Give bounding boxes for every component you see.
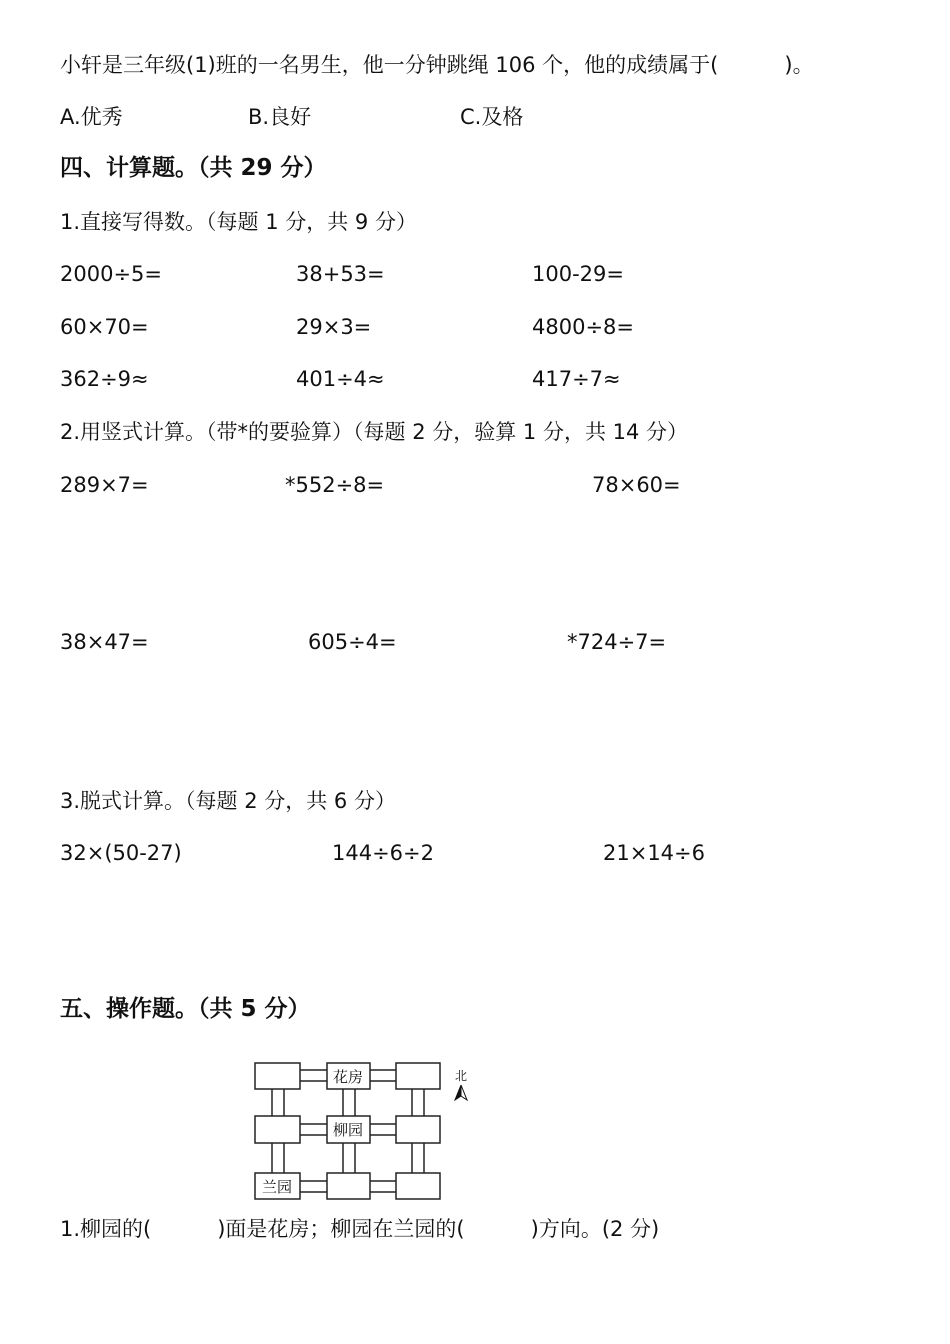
vertical-calc-item: 38×47=: [60, 630, 149, 654]
q1-text-a: 1.柳园的(: [60, 1217, 152, 1241]
oral-calc-item: 100-29=: [532, 262, 624, 286]
intro-question-end: )。: [784, 53, 814, 77]
section-5-heading: 五、操作题。（共 5 分）: [60, 996, 311, 1022]
part-3-title: 3.脱式计算。（每题 2 分，共 6 分）: [60, 789, 396, 813]
oral-calc-item: 38+53=: [296, 262, 385, 286]
oral-calc-item: 4800÷8=: [532, 315, 634, 339]
map-plot: [396, 1063, 440, 1089]
oral-calc-item: 2000÷5=: [60, 262, 162, 286]
vertical-calc-item: 78×60=: [592, 473, 681, 497]
map-plot: [327, 1173, 370, 1199]
intro-question-text: 小轩是三年级(1)班的一名男生，他一分钟跳绳 106 个，他的成绩属于(: [60, 53, 719, 77]
vertical-calc-item: 605÷4=: [308, 630, 397, 654]
stepwise-calc-item: 32×(50-27): [60, 841, 182, 865]
map-plot: [255, 1116, 300, 1143]
north-arrow-icon: [455, 1085, 461, 1100]
vertical-calc-item: 289×7=: [60, 473, 149, 497]
option-a: A.优秀: [60, 105, 123, 129]
section-4-heading: 四、计算题。（共 29 分）: [60, 155, 327, 181]
oral-calc-item: 417÷7≈: [532, 367, 621, 391]
part-1-title: 1.直接写得数。（每题 1 分，共 9 分）: [60, 210, 417, 234]
flower-house-label: 花房: [332, 1068, 364, 1086]
north-label: 北: [454, 1069, 468, 1083]
map-plot: [396, 1173, 440, 1199]
q1-text-c: )方向。(2 分): [530, 1217, 660, 1241]
oral-calc-item: 29×3=: [296, 315, 372, 339]
q1-text-b: )面是花房；柳园在兰园的(: [217, 1217, 465, 1241]
orchid-garden-label: 兰园: [261, 1178, 293, 1196]
oral-calc-item: 401÷4≈: [296, 367, 385, 391]
north-arrow-icon: [461, 1085, 467, 1100]
option-b: B.良好: [248, 105, 312, 129]
willow-garden-label: 柳园: [332, 1121, 364, 1139]
part-2-title: 2.用竖式计算。（带*的要验算）（每题 2 分，验算 1 分，共 14 分）: [60, 420, 689, 444]
stepwise-calc-item: 144÷6÷2: [332, 841, 434, 865]
operation-question-1: [60, 1215, 659, 1243]
map-plot: [396, 1116, 440, 1143]
map-plot: [255, 1063, 300, 1089]
oral-calc-item: 60×70=: [60, 315, 149, 339]
vertical-calc-item: *724÷7=: [567, 630, 667, 654]
stepwise-calc-item: 21×14÷6: [603, 841, 705, 865]
option-c: C.及格: [460, 105, 524, 129]
vertical-calc-item: *552÷8=: [285, 473, 385, 497]
oral-calc-item: 362÷9≈: [60, 367, 149, 391]
